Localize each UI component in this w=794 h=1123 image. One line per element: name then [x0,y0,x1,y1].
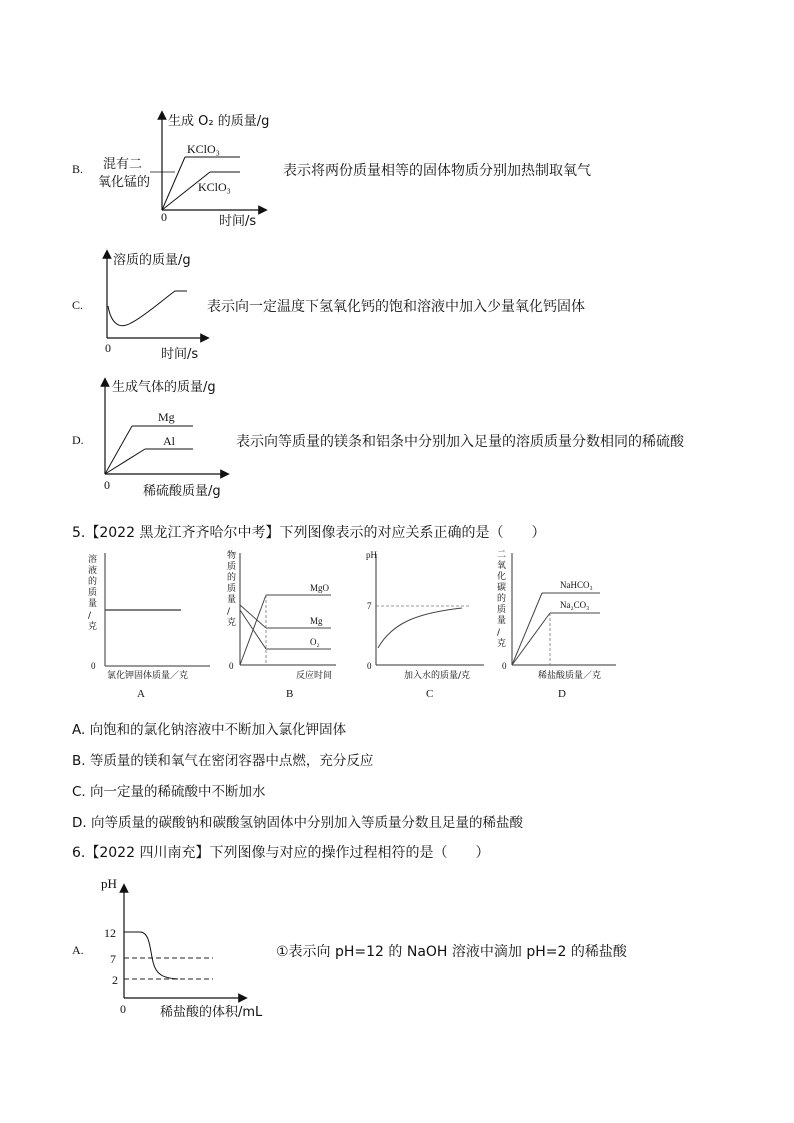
series-label-al: Al [163,434,175,448]
y-label-char: 碳 [497,583,507,593]
tick-12: 12 [104,926,116,940]
tick-7: 7 [367,601,372,611]
nahco3-line-rise [512,593,542,665]
x-axis-label: 氯化钾固体质量／克 [107,671,189,681]
na2co3-line-rise [512,613,550,665]
origin-label: 0 [502,661,507,671]
q5-choice-d: D. 向等质量的碳酸钠和碳酸氢钠固体中分别加入等质量分数且足量的稀盐酸 [72,815,523,831]
series-label-o2: O₂ [310,637,320,647]
question-source: 【2022 四川南充】 [85,845,210,861]
option-letter-b: B. [72,162,84,176]
q6-description-a: ①表示向 pH=12 的 NaOH 溶液中滴加 pH=2 的稀盐酸 [276,944,627,960]
y-label-char: 化 [497,572,507,582]
question-number: 6. [72,845,86,861]
side-label-line2: 氧化锰的 [98,175,151,190]
y-label-char: 质 [227,584,237,594]
y-label-char: 质 [497,605,507,615]
x-axis-label: 时间/s [219,214,257,229]
y-axis-label: 溶质的质量/g [113,253,191,268]
graph-d [95,374,235,502]
solute-curve [108,291,187,326]
y-label-char: 量 [227,595,237,605]
q5-choice-c: C. 向一定量的稀硫酸中不断加水 [72,784,266,800]
question-stem: 下列图像表示的对应关系正确的是（ ） [279,525,546,541]
description-d: 表示向等质量的镁条和铝条中分别加入足量的溶质质量分数相同的稀硫酸 [236,434,684,450]
question-stem: 下列图像与对应的操作过程相符的是（ ） [209,845,490,861]
y-label-char: 克 [227,618,237,628]
question-source: 【2022 黑龙江齐齐哈尔中考】 [85,525,280,541]
y-label-char: 溶 [88,555,98,565]
figure-caption: D [558,688,566,698]
x-axis-label: 稀硫酸质量/g [143,484,221,499]
origin-label: 0 [91,661,96,671]
y-label-char: 克 [497,639,507,649]
tick-2: 2 [112,973,118,987]
y-label-char: 的 [88,577,98,587]
figure-caption: C [426,688,434,698]
q6-option-letter-a: A. [72,943,84,957]
graph-b [95,105,275,230]
y-label-char: 克 [88,622,98,632]
question-6-header [72,842,489,862]
question-number: 5. [72,525,86,541]
y-label-char: 二 [497,550,507,560]
series-label-lower: KClO₃ [198,180,231,194]
origin-label: 0 [229,661,234,671]
figure-caption: B [286,688,294,698]
q5-figure-c [362,548,492,698]
y-label-char: 量 [88,599,98,609]
q5-choice-a: A. 向饱和的氯化钠溶液中不断加入氯化钾固体 [72,722,347,738]
al-line-rise [105,449,145,474]
figure-caption: A [137,688,145,698]
x-axis-label: 稀盐酸的体积/mL [160,1005,263,1020]
question-5-header [72,522,545,542]
x-axis-label: 反应时间 [296,671,333,681]
q5-figure-d [494,548,634,698]
line-with-catalyst [162,157,185,210]
y-label-char: / [497,628,501,638]
y-label-char: 液 [88,566,98,576]
origin-label: 0 [104,478,110,492]
description-c: 表示向一定温度下氢氧化钙的饱和溶液中加入少量氧化钙固体 [207,299,585,315]
y-label-char: / [227,607,231,617]
graph-c [95,248,215,363]
ph-curve [378,608,462,648]
q5-figure-b [226,548,356,698]
q5-figure-a [85,548,215,698]
x-axis-label: 稀盐酸质量／克 [538,671,602,681]
option-letter-c: C. [72,298,84,312]
ph-curve [124,932,178,979]
origin-label: 0 [367,661,372,671]
series-label-upper: KClO₃ [187,142,220,156]
series-label-mgo: MgO [310,583,330,593]
description-b: 表示将两份质量相等的固体物质分别加热制取氧气 [283,163,591,179]
y-axis-label: pH [366,550,377,560]
side-label-line1: 混有二 [103,157,143,172]
y-label-char: 质 [88,588,98,598]
option-letter-d: D. [72,433,84,447]
mg-line-rise [105,426,132,474]
x-axis-label: 加入水的质量/克 [404,671,471,681]
y-label-char: 物 [227,551,237,561]
y-label-char: 质 [227,562,237,572]
origin-label: 0 [120,1002,126,1016]
q5-choice-b: B. 等质量的镁和氧气在密闭容器中点燃，充分反应 [72,753,374,769]
series-label-na2co3: Na₂CO₃ [560,600,590,610]
y-axis-label: pH [101,876,117,891]
y-label-char: 氧 [497,561,507,571]
y-axis-label: 生成 O₂ 的质量/g [168,114,270,129]
series-label-mg: Mg [158,410,175,424]
y-label-char: / [88,611,92,621]
tick-7: 7 [110,952,116,966]
series-label-nahco3: NaHCO₃ [560,580,593,590]
y-label-char: 的 [227,573,237,583]
origin-label: 0 [105,341,111,355]
y-label-char: 量 [497,616,507,626]
y-label-char: 的 [497,594,507,604]
y-axis-label: 生成气体的质量/g [112,380,216,395]
q6-graph-a [98,870,278,1020]
x-axis-label: 时间/s [161,347,199,362]
series-label-mg: Mg [310,616,323,626]
origin-label: 0 [161,210,167,224]
